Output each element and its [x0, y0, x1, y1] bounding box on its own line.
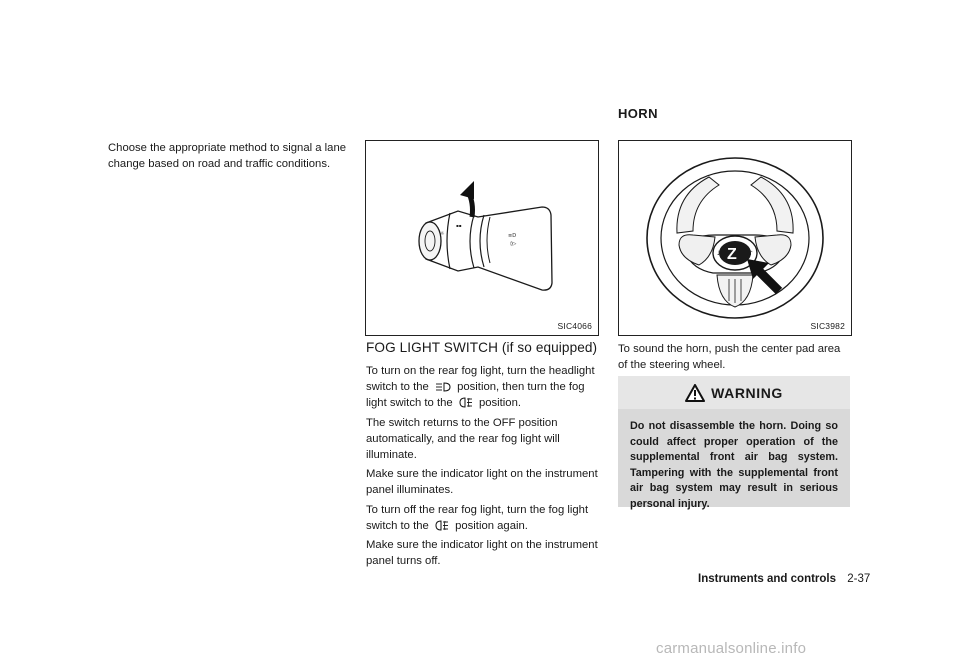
svg-text:☼: ☼	[440, 231, 445, 237]
left-column	[108, 140, 348, 172]
svg-text:◊▷: ◊▷	[510, 241, 517, 247]
horn-heading: HORN	[618, 106, 658, 121]
fog-light-text	[366, 363, 598, 569]
fog-light-position-icon	[435, 520, 449, 531]
svg-text:≡D: ≡D	[508, 233, 517, 239]
warning-text: Do not disassemble the horn. Doing so could affect proper operation of the supplemental front air bag system. Tampering with the supplemental front air bag system may result in serious personal injury.	[630, 420, 838, 510]
warning-box	[618, 376, 850, 510]
fog-off-text-a: To turn off the rear fog light, turn the fog light switch to the	[366, 503, 589, 532]
fog-on-text-b: position, then turn the fog light switch to the	[366, 381, 585, 410]
fog-on-text-a: To turn on the rear fog light, turn the headlight switch to the	[366, 365, 595, 394]
page-footer	[698, 573, 870, 585]
horn-text	[618, 341, 852, 373]
svg-text:♪: ♪	[749, 250, 753, 257]
svg-text:♪: ♪	[717, 250, 721, 257]
steering-wheel-horn-illustration	[619, 141, 851, 335]
fog-on-paragraph	[366, 363, 598, 412]
fog-off-text-b: position again.	[455, 519, 528, 532]
warning-title: WARNING	[711, 384, 783, 401]
lane-change-paragraph: Choose the appropriate method to signal a lane change based on road and traffic conditions.	[108, 142, 347, 171]
headlight-position-icon	[435, 382, 451, 392]
figure-code: SIC3982	[810, 321, 845, 331]
watermark: carmanualsonline.info	[656, 640, 807, 657]
fog-on-text-c: position.	[478, 397, 522, 410]
fog-light-switch-figure	[365, 140, 599, 336]
fog-auto-return-paragraph: The switch returns to the OFF position automatically, and the rear fog light will illuminate.	[366, 416, 560, 462]
fog-light-position-icon	[459, 397, 473, 408]
fog-off-paragraph	[366, 502, 598, 534]
svg-text:Z: Z	[727, 246, 737, 263]
warning-header	[618, 376, 850, 409]
footer-section-title: Instruments and controls	[698, 573, 837, 585]
warning-triangle-icon	[685, 384, 705, 402]
fog-light-switch-lever-illustration	[366, 141, 598, 335]
svg-text:▪▪: ▪▪	[456, 223, 462, 228]
fog-light-heading: FOG LIGHT SWITCH (if so equipped)	[366, 340, 598, 355]
fog-indicator-off-paragraph: Make sure the indicator light on the instrument panel turns off.	[366, 539, 598, 568]
horn-paragraph: To sound the horn, push the center pad area of the steering wheel.	[618, 343, 841, 372]
page-number: 2-37	[847, 573, 871, 585]
steering-wheel-figure	[618, 140, 852, 336]
figure-code: SIC4066	[557, 321, 592, 331]
fog-indicator-on-paragraph: Make sure the indicator light on the instrument panel illuminates.	[366, 468, 598, 497]
